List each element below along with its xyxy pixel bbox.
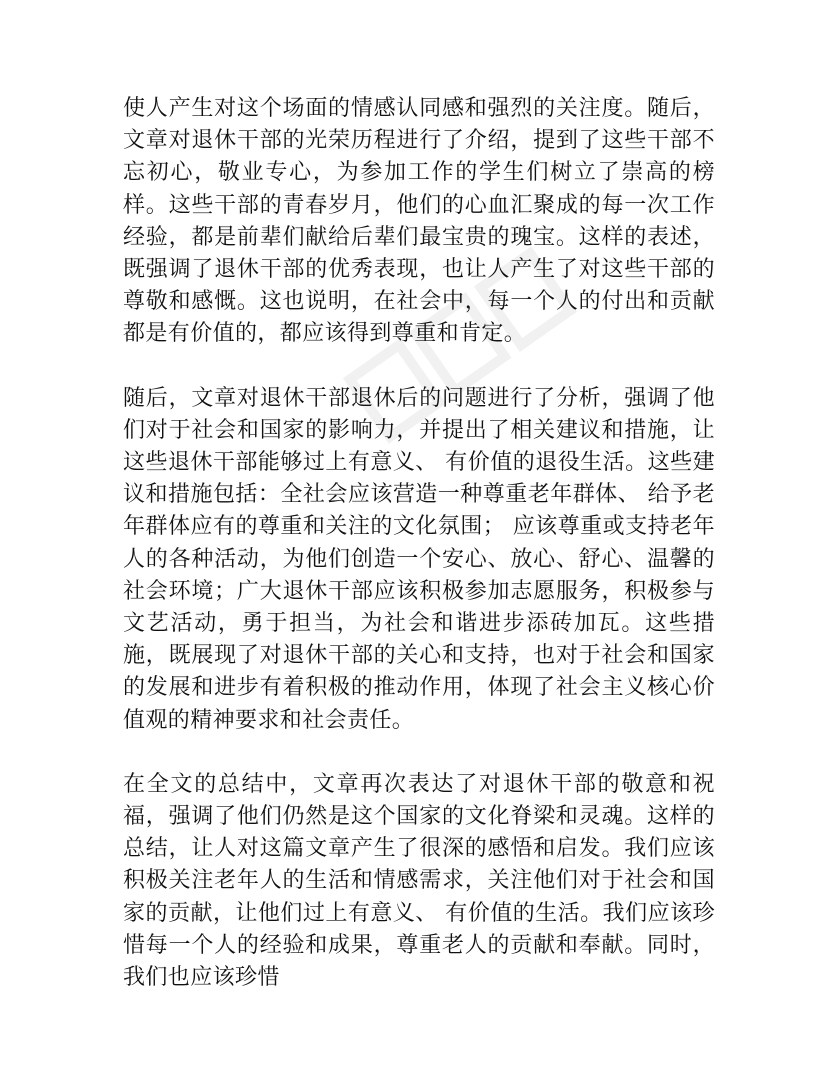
paragraph-3: 在全文的总结中，文章再次表达了对退休干部的敬意和祝福，强调了他们仍然是这个国家的文化脊梁和灵魂。这样的总结，让人对这篇文章产生了很深的感悟和启发。我们应该积极关注老年人的生活和情感需求，关注他们对于社会和国家的贡献，让他们过上有意义、 有价值的生活。我们应该珍惜每一个人的经验和成果，尊重老人的贡献和奉献。同时，我们也应该珍惜 bbox=[123, 771, 715, 991]
paragraph-1: 使人产生对这个场面的情感认同感和强烈的关注度。随后，文章对退休干部的光荣历程进行了介绍，提到了这些干部不忘初心，敬业专心，为参加工作的学生们树立了崇高的榜样。这些干部的青春岁月，他们的心血汇聚成的每一次工作经验，都是前辈们献给后辈们最宝贵的瑰宝。这样的表述，既强调了退休干部的优秀表现，也让人产生了对这些干部的尊敬和感慨。这也说明，在社会中，每一个人的付出和贡献都是有价值的，都应该得到尊重和肯定。 bbox=[123, 96, 715, 347]
document-body bbox=[123, 93, 715, 1026]
paragraph-2: 随后，文章对退休干部退休后的问题进行了分析，强调了他们对于社会和国家的影响力，并提出了相关建议和措施，让这些退休干部能够过上有意义、 有价值的退役生活。这些建议和措施包括：全社会应该营造一种尊重老年群体、 给予老年群体应有的尊重和关注的文化氛围； 应该尊重或支持老年人的各种活动，为他们创造一个安心、放心、舒心、温馨的社会环境；广大退休干部应该积极参加志愿服务，积极参与文艺活动，勇于担当，为社会和谐进步添砖加瓦。这些措施，既展现了对退休干部的关心和支持，也对于社会和国家的发展和进步有着积极的推动作用，体现了社会主义核心价值观的精神要求和社会责任。 bbox=[123, 385, 715, 733]
